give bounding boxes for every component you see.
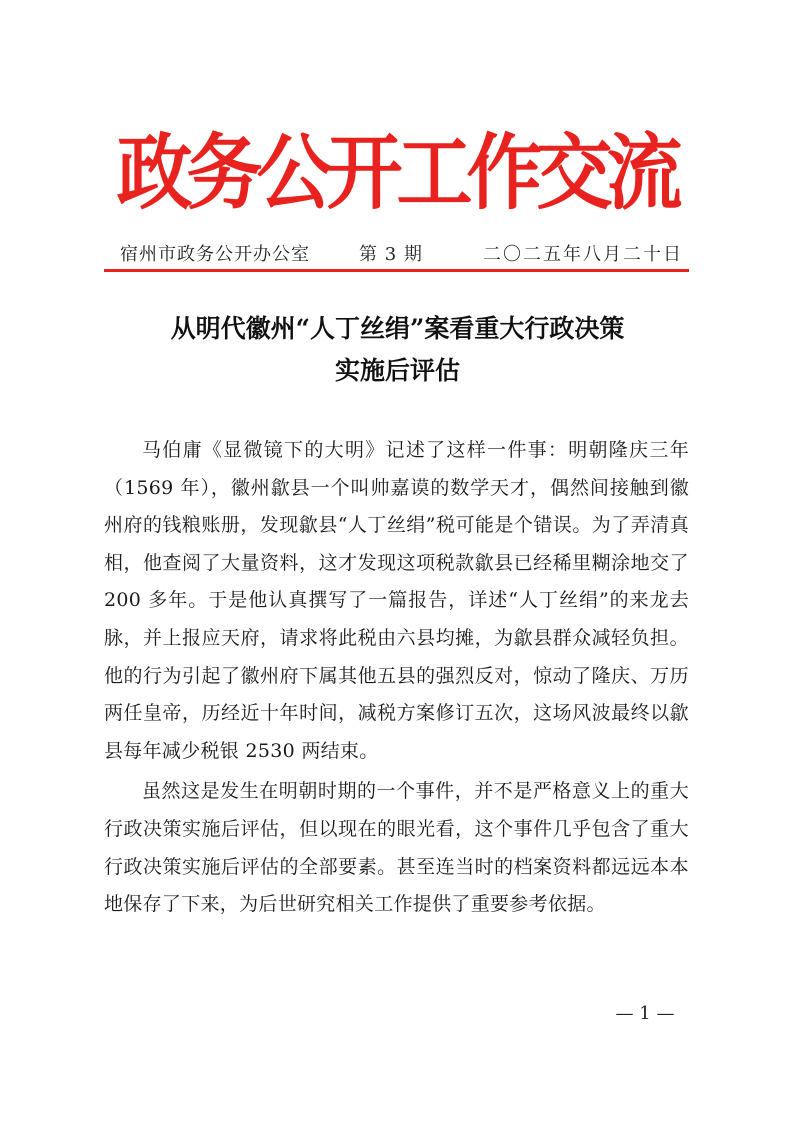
issuing-office: 宿州市政务公开办公室 <box>120 244 310 265</box>
body-paragraph-2: 虽然这是发生在明朝时期的一个事件，并不是严格意义上的重大行政决策实施后评估，但以现在的眼光看，这个事件几乎包含了重大行政决策实施后评估的全部要素。甚至连当时的档案资料都远远本本地保存了下来，为后世研究相关工作提供了重要参考依据。 <box>104 780 689 916</box>
article-body <box>104 432 689 927</box>
page-number: — 1 — <box>615 1003 675 1024</box>
article-title-line-1: 从明代徽州“人丁丝绢”案看重大行政决策 <box>170 314 625 343</box>
red-divider-line <box>104 269 689 272</box>
article-title-line-2: 实施后评估 <box>334 356 460 385</box>
body-paragraph-1: 马伯庸《显微镜下的大明》记述了这样一件事：明朝隆庆三年（1569 年），徽州歙县一个叫帅嘉谟的数学天才，偶然间接触到徽州府的钱粮账册，发现歙县“人丁丝绢”税可能是个错误。为了弄清真相，他查阅了大量资料，这才发现这项税款歙县已经稀里糊涂地交了 200 多年。于是他认真撰写了一篇报告，详述“人丁丝绢”的来龙去脉，并上报应天府，请求将此税由六县均摊，为歙县群众减轻负担。他的行为引起了徽州府下属其他五县的强烈反对，惊动了隆庆、万历两任皇帝，历经近十年时间，减税方案修订五次，这场风波最终以歙县每年减少税银 2530 两结束。 <box>104 439 689 762</box>
masthead-title: 政务公开工作交流 <box>116 124 677 221</box>
issue-number: 第 3 期 <box>359 244 423 265</box>
article-title <box>110 308 685 392</box>
issue-info-line <box>104 238 689 268</box>
issue-date: 二〇二五年八月二十日 <box>483 244 683 265</box>
